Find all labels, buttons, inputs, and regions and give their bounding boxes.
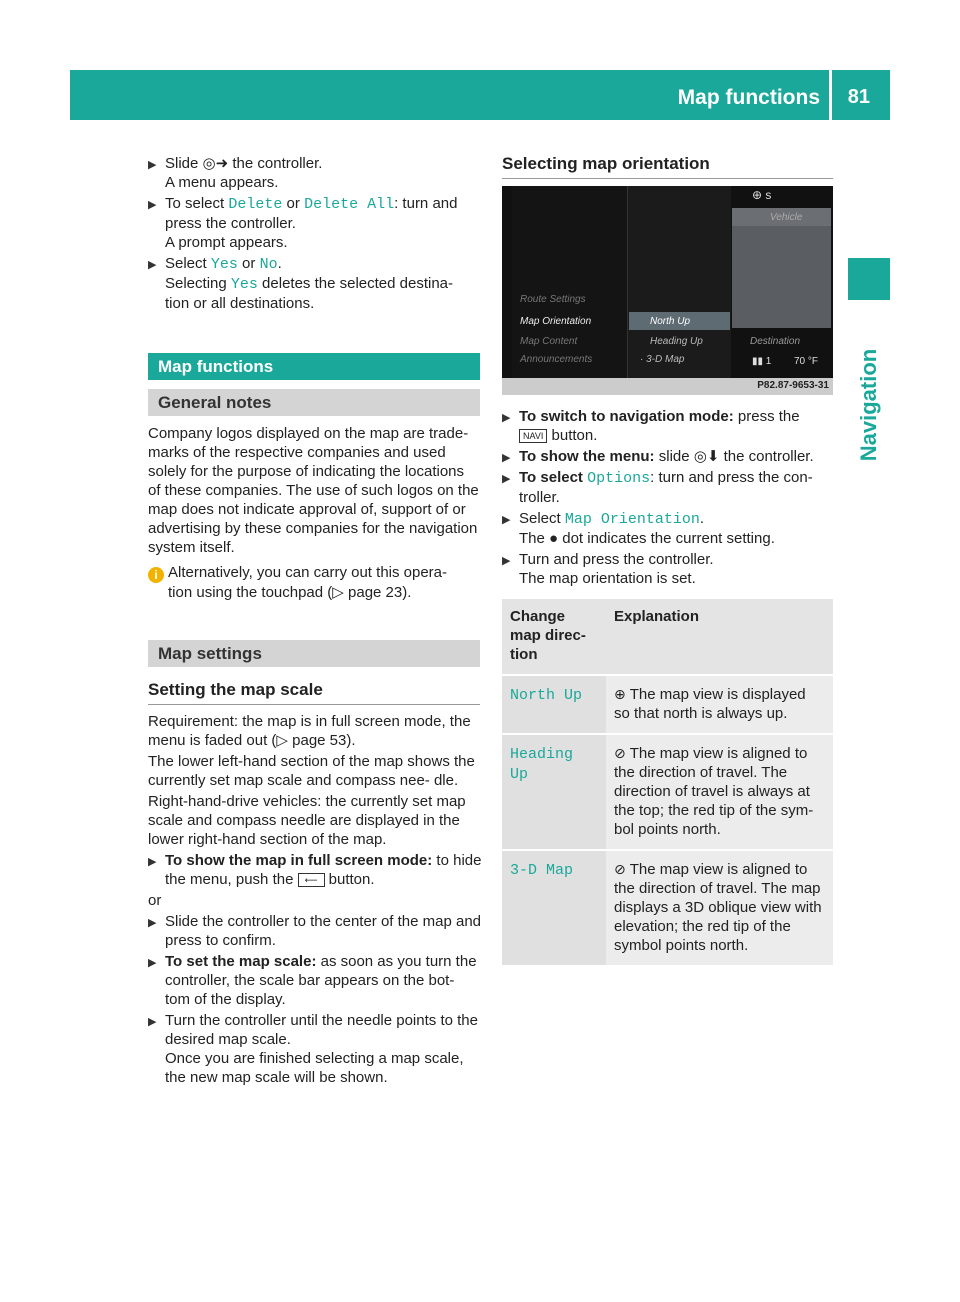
heading-selecting-map-orientation: Selecting map orientation <box>502 154 710 173</box>
heading-rule <box>502 178 833 179</box>
side-tab-label: Navigation <box>856 348 881 462</box>
step-arrow-icon: ▶ <box>148 199 157 211</box>
step-arrow-icon: ▶ <box>148 856 157 868</box>
step-arrow-icon: ▶ <box>502 452 511 464</box>
lower-left-text: The lower left-hand section of the map shows the currently set map scale and compass nee- dle. <box>148 753 475 789</box>
compass-north-icon: ⊕ <box>614 686 626 702</box>
general-notes-text: Company logos displayed on the map are trade- marks of the respective companies and used solely for the purpose of indicating the locations of these companies. The use of such logos on the map does not indicate approval of, support of or advertising by these companies for the navigation system itself. <box>148 425 479 556</box>
step-arrow-icon: ▶ <box>148 159 157 171</box>
requirement-text: Requirement: the map is in full screen mode, the menu is faded out (▷ page 53). <box>148 713 471 749</box>
screen-options-panel <box>627 186 731 378</box>
page-ref-icon: ▷ <box>332 584 344 601</box>
orientation-steps <box>502 407 836 590</box>
screen-status-right: 70 °F <box>794 356 819 367</box>
option-heading-up: Heading Up <box>510 746 574 783</box>
step-arrow-icon: ▶ <box>148 957 157 969</box>
side-tab <box>848 310 890 500</box>
side-tab-marker <box>848 258 890 300</box>
heading-setting-map-scale: Setting the map scale <box>148 680 323 699</box>
step-select-map-orientation: ▶ Select Map Orientation. The ● dot indicates the current setting. <box>502 510 775 547</box>
controller-slide-icon: ◎➜ <box>202 155 229 172</box>
image-code: P82.87-9653-31 <box>757 380 829 391</box>
step-set-scale: ▶ To set the map scale: as soon as you turn the controller, the scale bar appears on the bot- tom of the display. <box>148 953 477 1008</box>
table-row: North Up ⊕ The map view is displayed so that north is always up. <box>502 675 833 734</box>
screen-menu-item[interactable]: Route Settings <box>520 294 586 305</box>
screen-destination-label: Destination <box>750 336 801 347</box>
option-options: Options <box>587 470 651 487</box>
step-arrow-icon: ▶ <box>502 473 511 485</box>
screen-option[interactable]: · 3-D Map <box>640 354 685 365</box>
step-select-options: ▶ To select Options: turn and press the con- troller. <box>502 469 813 506</box>
or-text: or <box>148 892 162 909</box>
page-header <box>70 70 890 120</box>
table-row: Heading Up ⊘ The map view is aligned to the direction of travel. The direction of travel is always at the top; the red tip of the sym- bol points north. <box>502 734 833 850</box>
option-delete: Delete <box>228 196 283 213</box>
screen-compass-icon: ⊕ s <box>752 188 772 202</box>
section-band-map-functions: Map functions <box>148 353 480 380</box>
info-note: i Alternatively, you can carry out this opera- tion using the touchpad (▷ page 23). <box>148 563 480 602</box>
table-header-explanation: Explanation <box>606 599 833 675</box>
section-band-general-notes: General notes <box>148 389 480 416</box>
option-map-orientation: Map Orientation <box>564 511 700 528</box>
step-arrow-icon: ▶ <box>148 259 157 271</box>
step-slide: ▶ Slide ◎➜ the controller. A menu appears. <box>148 155 323 191</box>
screen-option[interactable]: North Up <box>650 316 691 327</box>
section-band-map-settings: Map settings <box>148 640 480 667</box>
step-full-screen: ▶ To show the map in full screen mode: to hide the menu, push the ⟵ button. <box>148 852 482 888</box>
controller-slide-down-icon: ◎⬇ <box>693 448 720 465</box>
step-arrow-icon: ▶ <box>148 917 157 929</box>
left-column <box>148 154 480 315</box>
option-north-up: North Up <box>510 687 583 704</box>
navi-button-icon: NAVI <box>519 429 547 443</box>
step-arrow-icon: ▶ <box>502 555 511 567</box>
info-icon: i <box>148 567 164 583</box>
page-ref-icon: ▷ <box>276 732 288 749</box>
screen-menu-item[interactable]: Map Content <box>520 336 578 347</box>
screen-map-preview <box>732 208 831 328</box>
screen-status-left: ▮▮ 1 <box>752 356 772 367</box>
screen-photo <box>502 186 833 395</box>
step-show-menu: ▶ To show the menu: slide ◎⬇ the controller. <box>502 447 836 466</box>
step-switch-nav: ▶ To switch to navigation mode: press the NAVI button. <box>502 408 800 444</box>
step-slide-center: ▶ Slide the controller to the center of the map and press to confirm. <box>148 913 482 949</box>
step-arrow-icon: ▶ <box>502 514 511 526</box>
screen-menu-panel <box>512 186 627 378</box>
map-scale-content <box>148 712 482 1089</box>
screen-menu-item[interactable]: Announcements <box>520 354 593 365</box>
screen-option[interactable]: Heading Up <box>650 336 703 347</box>
step-turn-controller: ▶ Turn the controller until the needle points to the desired map scale. Once you are finished selecting a map scale, the new map scale will be shown. <box>148 1012 478 1086</box>
map-direction-table <box>502 599 833 967</box>
table-row: 3-D Map ⊘ The map view is aligned to the direction of travel. The map displays a 3D oblique view with elevation; the red tip of the symbol points north. <box>502 850 833 966</box>
rhd-text: Right-hand-drive vehicles: the currently set map scale and compass needle are displayed in the lower right-hand section of the map. <box>148 793 466 848</box>
back-button-icon: ⟵ <box>298 873 325 887</box>
table-header-row <box>502 599 833 675</box>
header-divider <box>829 70 832 120</box>
header-title: Map functions <box>677 86 820 109</box>
step-select-yes-no: ▶ Select Yes or No. Selecting Yes deletes the selected destina- tion or all destinations. <box>148 255 454 312</box>
compass-needle-icon: ⊘ <box>614 861 626 877</box>
step-select-delete: ▶ To select Delete or Delete All: turn and press the controller. A prompt appears. <box>148 195 458 251</box>
step-arrow-icon: ▶ <box>148 1016 157 1028</box>
step-arrow-icon: ▶ <box>502 412 511 424</box>
compass-needle-icon: ⊘ <box>614 745 626 761</box>
heading-rule <box>148 704 480 705</box>
table-header-change: Change map direc- tion <box>502 599 606 675</box>
screen-menu-item-selected[interactable]: Map Orientation <box>520 316 592 327</box>
option-delete-all: Delete All <box>304 196 395 213</box>
screen-vehicle-label: Vehicle <box>770 212 803 223</box>
page-number: 81 <box>847 86 870 108</box>
option-no: No <box>259 256 278 273</box>
option-yes: Yes <box>210 256 238 273</box>
option-3d-map: 3-D Map <box>510 862 574 879</box>
step-turn-press: ▶ Turn and press the controller. The map orientation is set. <box>502 551 714 587</box>
